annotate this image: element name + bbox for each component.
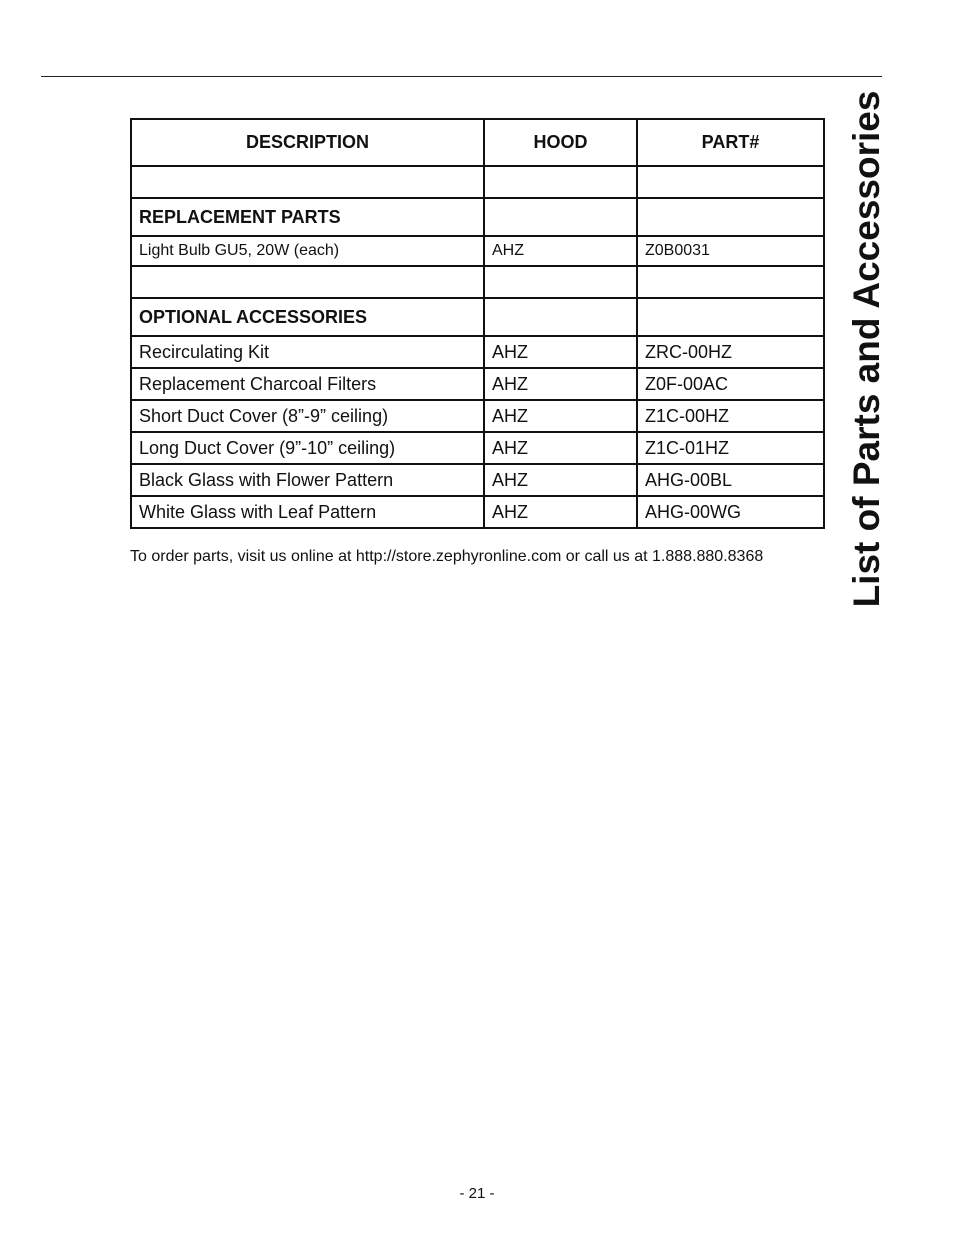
- description-cell: Black Glass with Flower Pattern: [131, 464, 484, 496]
- blank-cell: [637, 298, 824, 336]
- section-row-optional: [131, 298, 824, 336]
- column-header-description: DESCRIPTION: [131, 119, 484, 166]
- section-title-vertical: [842, 90, 892, 608]
- part-cell: ZRC-00HZ: [637, 336, 824, 368]
- part-cell: Z0B0031: [637, 236, 824, 266]
- part-cell: AHG-00WG: [637, 496, 824, 528]
- hood-cell: AHZ: [484, 368, 637, 400]
- table-row: [131, 236, 824, 266]
- blank-cell: [131, 166, 484, 198]
- column-header-hood: HOOD: [484, 119, 637, 166]
- parts-table: [130, 118, 825, 529]
- description-cell: Long Duct Cover (9”-10” ceiling): [131, 432, 484, 464]
- hood-cell: AHZ: [484, 400, 637, 432]
- blank-cell: [637, 198, 824, 236]
- section-title-text: List of Parts and Accessories: [846, 90, 887, 608]
- blank-row: [131, 166, 824, 198]
- table-row: [131, 464, 824, 496]
- table-row: [131, 368, 824, 400]
- blank-cell: [637, 266, 824, 298]
- section-row-replacement: [131, 198, 824, 236]
- section-label-optional: OPTIONAL ACCESSORIES: [131, 298, 484, 336]
- table-header-row: [131, 119, 824, 166]
- hood-cell: AHZ: [484, 432, 637, 464]
- part-cell: Z1C-01HZ: [637, 432, 824, 464]
- page-number: - 21 -: [459, 1185, 495, 1202]
- blank-row: [131, 266, 824, 298]
- description-cell: Light Bulb GU5, 20W (each): [131, 236, 484, 266]
- hood-cell: AHZ: [484, 236, 637, 266]
- blank-cell: [637, 166, 824, 198]
- part-cell: Z0F-00AC: [637, 368, 824, 400]
- blank-cell: [484, 198, 637, 236]
- hood-cell: AHZ: [484, 336, 637, 368]
- description-cell: White Glass with Leaf Pattern: [131, 496, 484, 528]
- column-header-part: PART#: [637, 119, 824, 166]
- table-row: [131, 400, 824, 432]
- table-row: [131, 432, 824, 464]
- description-cell: Recirculating Kit: [131, 336, 484, 368]
- section-label-replacement: REPLACEMENT PARTS: [131, 198, 484, 236]
- description-cell: Replacement Charcoal Filters: [131, 368, 484, 400]
- hood-cell: AHZ: [484, 496, 637, 528]
- hood-cell: AHZ: [484, 464, 637, 496]
- header-rule: [41, 76, 882, 77]
- table-row: [131, 336, 824, 368]
- order-note: To order parts, visit us online at http://store.zephyronline.com or call us at 1.888.880.8368: [130, 548, 764, 565]
- blank-cell: [131, 266, 484, 298]
- blank-cell: [484, 266, 637, 298]
- part-cell: Z1C-00HZ: [637, 400, 824, 432]
- blank-cell: [484, 166, 637, 198]
- part-cell: AHG-00BL: [637, 464, 824, 496]
- table-row: [131, 496, 824, 528]
- blank-cell: [484, 298, 637, 336]
- description-cell: Short Duct Cover (8”-9” ceiling): [131, 400, 484, 432]
